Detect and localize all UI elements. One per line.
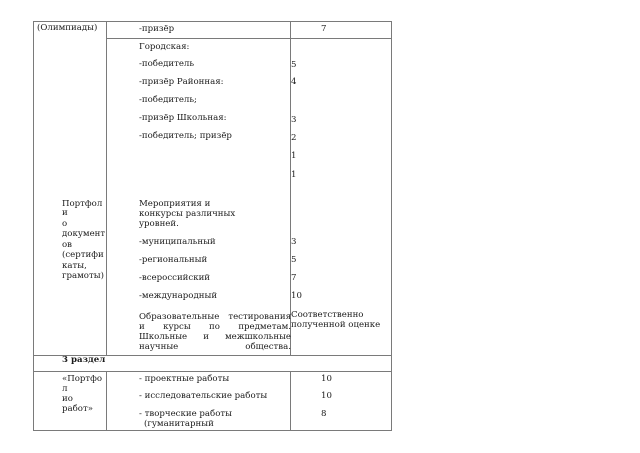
events-heading: Мероприятия и [139, 199, 211, 209]
olympiad-item: Городская: [139, 42, 190, 52]
olympiad-value: 3 [291, 115, 297, 125]
works-value: 8 [321, 409, 327, 419]
event-level-item: -международный [139, 291, 218, 301]
works-value: 10 [321, 374, 332, 384]
event-level-value: 7 [291, 273, 297, 283]
portfolio-docs-label: грамоты) [62, 271, 104, 281]
portfolio-docs-label: каты, [62, 261, 87, 271]
testing-value: полученной оценке [291, 320, 381, 330]
grid-line-bottom [33, 430, 392, 431]
portfolio-works-label: л [62, 384, 68, 394]
event-level-item: -всероссийский [139, 273, 211, 283]
olympiad-item: -победитель [139, 59, 195, 69]
olympiads-label: (Олимпиады) [37, 23, 98, 33]
portfolio-docs-label: (сертифи [62, 250, 104, 260]
portfolio-works-label: ио [62, 394, 73, 404]
works-item: (гуманитарный [144, 419, 214, 429]
events-heading: уровней. [139, 219, 179, 229]
portfolio-docs-label: и [62, 208, 68, 218]
olympiad-item: -победитель; [139, 95, 197, 105]
event-level-value: 3 [291, 237, 297, 247]
prizer-label: -призёр [139, 24, 175, 34]
event-level-item: -региональный [139, 255, 208, 265]
event-level-item: -муниципальный [139, 237, 216, 247]
grid-line-col3-b [290, 371, 291, 431]
olympiad-value: 5 [291, 60, 297, 70]
portfolio-docs-label: документ [62, 229, 106, 239]
grid-line-top [33, 21, 392, 22]
grid-line-section3-bottom [33, 371, 392, 372]
portfolio-works-label: «Портфо [62, 374, 103, 384]
grid-line-col2-b [106, 371, 107, 431]
event-level-value: 10 [291, 291, 302, 301]
works-item: - творческие работы [139, 409, 232, 419]
portfolio-docs-label: Портфол [62, 199, 103, 209]
testing-value: Соответственно [291, 310, 364, 320]
olympiad-value: 1 [291, 170, 297, 180]
testing-text: Образовательные тестирования и курсы по предметам. Школьные и межшкольные научные общества. [139, 312, 291, 352]
grid-line-prizer [106, 38, 392, 39]
works-value: 10 [321, 391, 332, 401]
grid-line-col2 [106, 21, 107, 356]
section-title: 3 раздел [62, 355, 106, 365]
works-item: - проектные работы [139, 374, 230, 384]
works-item: - исследовательские работы [139, 391, 268, 401]
olympiad-value: 4 [291, 77, 297, 87]
portfolio-works-label: работ» [62, 404, 93, 414]
olympiad-item: -победитель; призёр [139, 131, 232, 141]
events-heading: конкурсы различных [139, 209, 236, 219]
olympiad-value: 1 [291, 151, 297, 161]
event-level-value: 5 [291, 255, 297, 265]
portfolio-docs-label: ов [62, 240, 73, 250]
olympiad-item: -призёр Школьная: [139, 113, 227, 123]
olympiad-value: 2 [291, 133, 297, 143]
prizer-value: 7 [321, 24, 327, 34]
portfolio-docs-label: о [62, 219, 68, 229]
grid-line-col3 [290, 21, 291, 356]
grid-line-left [33, 21, 34, 431]
olympiad-item: -призёр Районная: [139, 77, 224, 87]
grid-line-right [391, 21, 392, 431]
